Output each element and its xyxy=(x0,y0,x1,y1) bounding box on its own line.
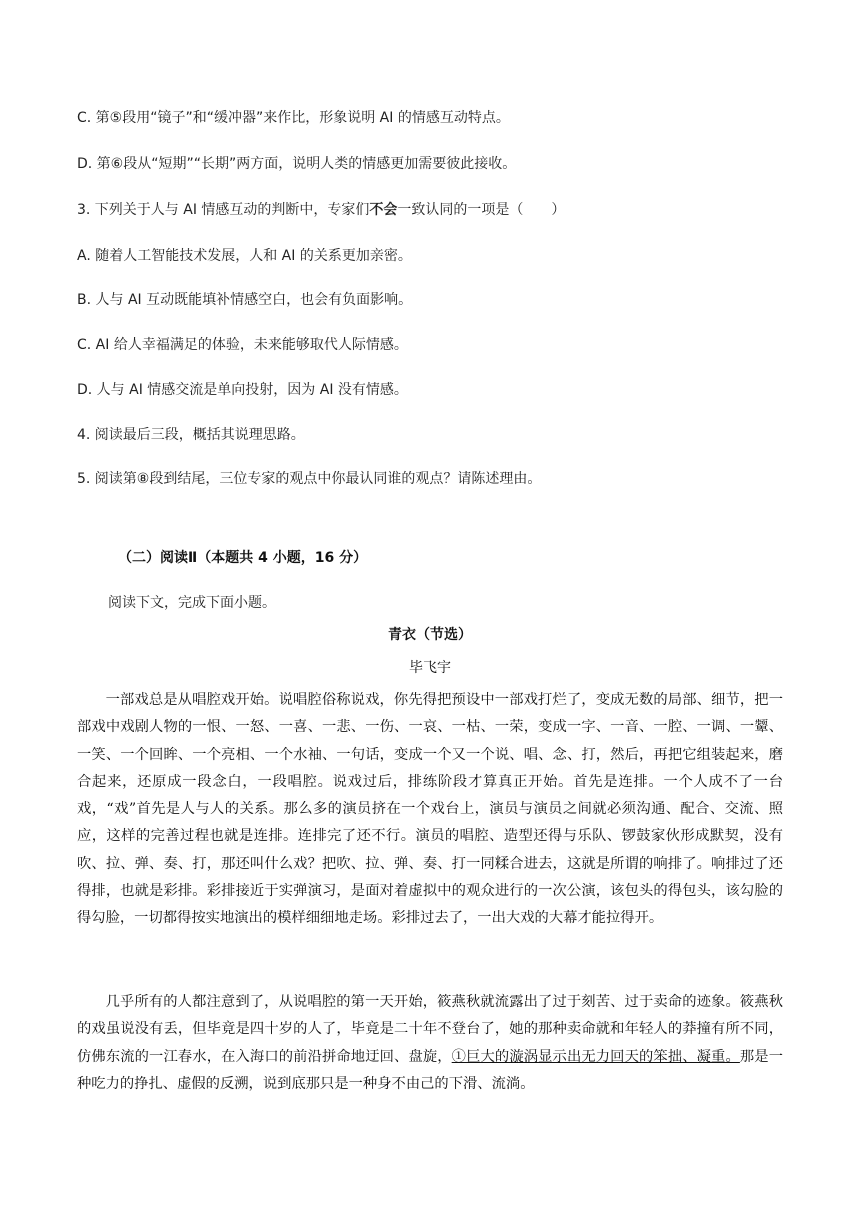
section-heading: （二）阅读Ⅱ（本题共 4 小题，16 分） xyxy=(118,550,368,566)
passage-paragraph-2 xyxy=(77,989,783,1098)
question-3-emphasis: 不会 xyxy=(369,202,398,218)
passage-title: 青衣（节选） xyxy=(388,627,472,643)
paragraph-2-text-pre: 几乎所有的人都注意到了，从说唱腔的第一天开始，筱燕秋就流露出了过于刻苦、过于卖命的迹象。筱燕秋的戏虽说没有丢，但毕竟是四十岁的人了，毕竟是二十年不登台了，她的那种卖命就和年轻人的莽撞有所不同，仿佛东流的一江春水，在入海口的前沿拼命地迂回、盘旋， xyxy=(77,994,783,1065)
q2-option-c: C. 第⑤段用“镜子”和“缓冲器”来作比，形象说明 AI 的情感互动特点。 xyxy=(77,110,510,126)
q2-option-d: D. 第⑥段从“短期”“长期”两方面，说明人类的情感更加需要彼此接收。 xyxy=(77,156,517,172)
paragraph-2-text-post: 那是一种吃力的挣扎、虚假的反溯，说到底那只是一种身不由己的下滑、流淌。 xyxy=(77,1048,784,1092)
section-instruction: 阅读下文，完成下面小题。 xyxy=(108,595,276,611)
question-3-text-pre: 3. 下列关于人与 AI 情感互动的判断中，专家们 xyxy=(77,202,370,218)
question-3-text-post: 一致认同的一项是（ ） xyxy=(397,202,566,218)
question-4: 4. 阅读最后三段，概括其说理思路。 xyxy=(77,427,305,443)
passage-author: 毕飞宇 xyxy=(409,660,451,676)
underlined-sentence-1: ①巨大的漩涡显示出无力回天的笨拙、凝重。 xyxy=(451,1048,740,1065)
q3-option-b: B. 人与 AI 互动既能填补情感空白，也会有负面影响。 xyxy=(77,292,413,308)
q3-option-c: C. AI 给人幸福满足的体验，未来能够取代人际情感。 xyxy=(77,337,408,353)
q3-option-a: A. 随着人工智能技术发展，人和 AI 的关系更加亲密。 xyxy=(77,248,412,264)
passage-paragraph-1: 一部戏总是从唱腔戏开始。说唱腔俗称说戏，你先得把预设中一部戏打烂了，变成无数的局部、细节，把一部戏中戏剧人物的一恨、一怒、一喜、一悲、一伤、一哀、一枯、一荣，变成一字、一音、一腔、一调、一颦、一笑、一个回眸、一个亮相、一个水袖、一句话，变成一个又一个说、唱、念、打，然后，再把它组装起来，磨合起来，还原成一段念白，一段唱腔。说戏过后，排练阶段才算真正开始。首先是连排。一个人成不了一台戏，“戏”首先是人与人的关系。那么多的演员挤在一个戏台上，演员与演员之间就必须沟通、配合、交流、照应，这样的完善过程也就是连排。连排完了还不行。演员的唱腔、造型还得与乐队、锣鼓家伙形成默契，没有吹、拉、弹、奏、打，那还叫什么戏？把吹、拉、弹、奏、打一同糅合进去，这就是所谓的响排了。响排过了还得排，也就是彩排。彩排接近于实弹演习，是面对着虚拟中的观众进行的一次公演，该包头的得包头，该勾脸的得勾脸，一切都得按实地演出的模样细细地走场。彩排过去了，一出大戏的大幕才能拉得开。 xyxy=(77,692,783,927)
q3-option-d: D. 人与 AI 情感交流是单向投射，因为 AI 没有情感。 xyxy=(77,382,408,398)
question-3 xyxy=(77,199,565,219)
question-5: 5. 阅读第⑧段到结尾，三位专家的观点中你最认同谁的观点？请陈述理由。 xyxy=(77,471,542,487)
